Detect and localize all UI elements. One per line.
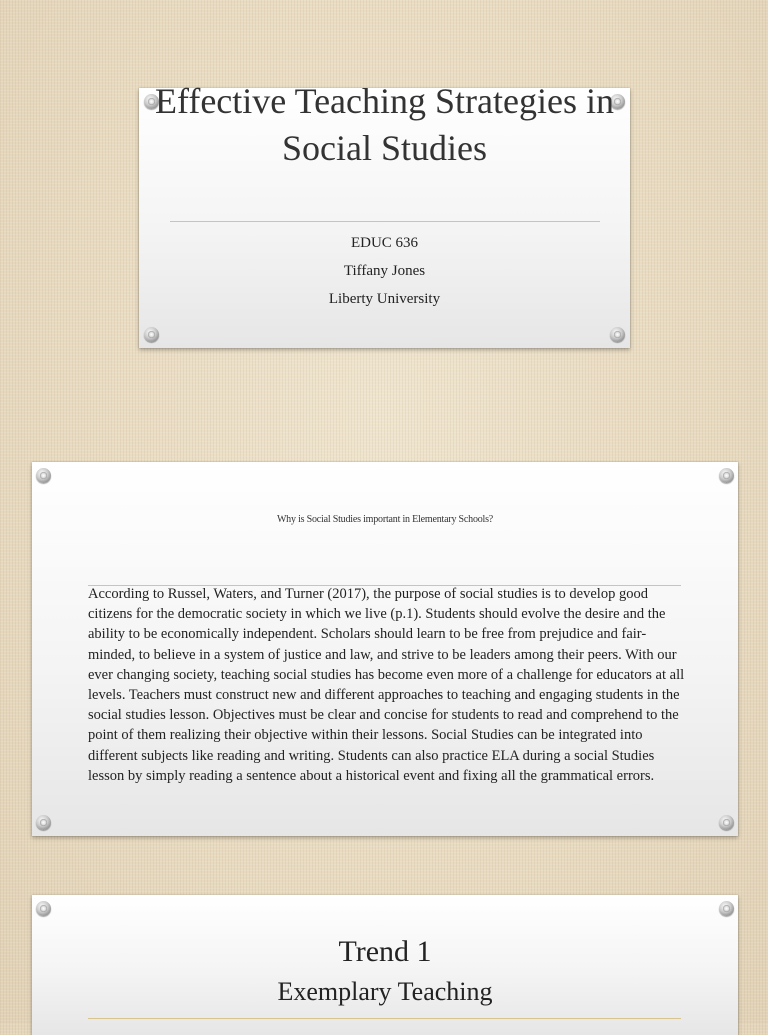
section-title: Trend 1	[338, 935, 432, 968]
title-slide	[139, 81, 630, 348]
section-divider	[88, 1018, 681, 1019]
section-slide	[32, 895, 738, 1035]
body-paragraph: According to Russel, Waters, and Turner (2017), the purpose of social studies is to develop good citizens for the democratic society in which we live (p.1). Students should evolve the desire and the ability to be economically independent. Scholars should learn to be free from prejudice and fair-minded, to believe in a system of justice and law, and strive to be leaders among their peers. With our ever changing society, teaching social studies has become even more of a challenge for educators at all levels. Teachers must construct new and different approaches to teaching and engaging students in the social studies lesson. Objectives must be clear and concise for students to read and comprehend to the point of them realizing their objective within their lessons. Social Studies can be integrated into different subjects like reading and writing. Students can also practice ELA during a social Studies lesson by simply reading a sentence about a historical event and fixing all the grammatical errors.	[88, 586, 685, 784]
course-code: EDUC 636	[350, 235, 419, 251]
screw-icon	[36, 815, 51, 830]
screw-icon	[719, 468, 734, 483]
screw-icon	[36, 901, 51, 916]
title-divider	[170, 221, 600, 222]
section-subtitle: Exemplary Teaching	[277, 977, 493, 1006]
screw-icon	[719, 815, 734, 830]
screw-icon	[610, 327, 625, 342]
presentation-title: Effective Teaching Strategies in Social Studies	[155, 81, 614, 168]
author-name: Tiffany Jones	[343, 263, 426, 279]
content-slide	[32, 462, 738, 836]
slide-heading: Why is Social Studies important in Elementary Schools?	[276, 514, 494, 525]
screw-icon	[36, 468, 51, 483]
screw-icon	[719, 901, 734, 916]
screw-icon	[144, 327, 159, 342]
institution: Liberty University	[328, 291, 441, 307]
